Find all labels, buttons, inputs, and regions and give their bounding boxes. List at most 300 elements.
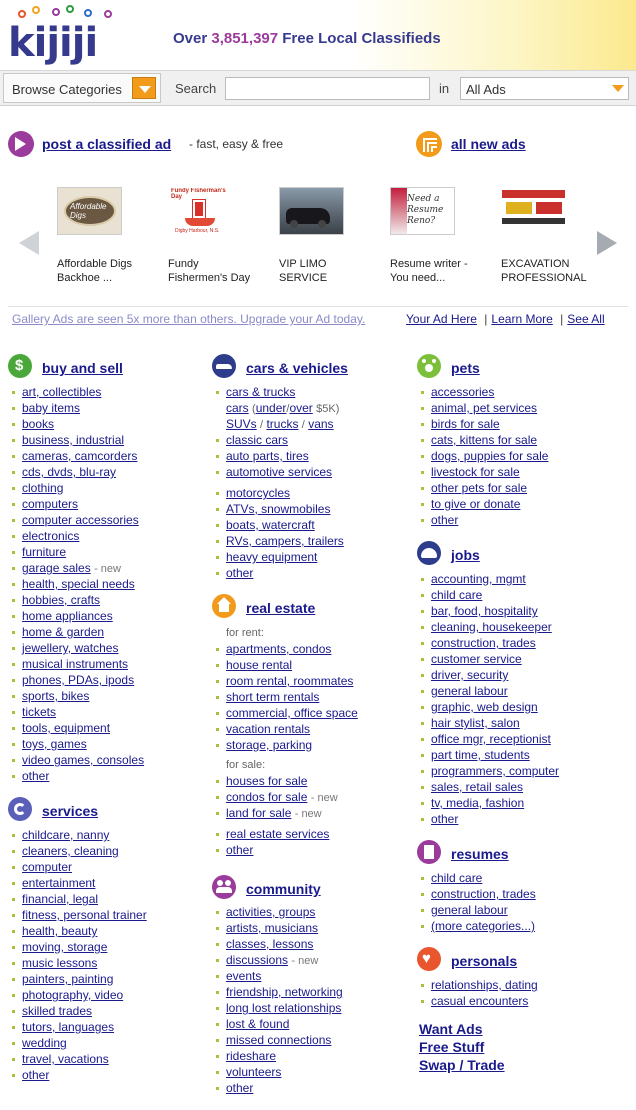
category-link[interactable]: apartments, condos xyxy=(226,642,332,656)
list-item xyxy=(8,560,144,576)
category-link[interactable]: cats, kittens for sale xyxy=(431,433,538,447)
category-link[interactable]: other xyxy=(226,843,254,857)
category-link[interactable]: part time, students xyxy=(431,748,530,762)
list-item xyxy=(8,624,144,640)
category-link[interactable]: art, collectibles xyxy=(22,385,102,399)
section-title-personals[interactable]: personals xyxy=(451,953,518,969)
category-link[interactable]: rideshare xyxy=(226,1049,277,1063)
list-item xyxy=(417,384,548,400)
list-item xyxy=(417,635,559,651)
list-item xyxy=(8,1003,147,1019)
category-link[interactable]: moving, storage xyxy=(22,940,108,954)
list-item xyxy=(417,400,548,416)
section-title-jobs[interactable]: jobs xyxy=(451,547,480,563)
list-item xyxy=(417,496,548,512)
list-item xyxy=(212,533,344,549)
list-item xyxy=(417,432,548,448)
category-link[interactable]: computers xyxy=(22,497,79,511)
category-link[interactable]: volunteers xyxy=(226,1065,282,1079)
category-link[interactable]: commercial, office space xyxy=(226,706,358,720)
list-item xyxy=(8,416,144,432)
list-item xyxy=(8,672,144,688)
category-link[interactable]: house rental xyxy=(226,658,293,672)
paw-icon[interactable] xyxy=(417,354,441,378)
search-bar xyxy=(0,70,636,106)
list-item xyxy=(212,805,358,821)
list-item xyxy=(417,886,536,902)
community-list xyxy=(212,904,343,1096)
list-item xyxy=(212,1048,343,1064)
category-link[interactable]: construction, trades xyxy=(431,636,536,650)
list-item xyxy=(8,859,147,875)
browse-categories-label: Browse Categories xyxy=(12,82,122,97)
category-link[interactable]: cds, dvds, blu-ray xyxy=(22,465,117,479)
category-link[interactable]: cleaners, cleaning xyxy=(22,844,119,858)
list-item xyxy=(417,918,536,934)
category-link[interactable]: music lessons xyxy=(22,956,98,970)
list-item xyxy=(8,843,147,859)
list-item xyxy=(8,907,147,923)
list-item xyxy=(8,955,147,971)
list-item xyxy=(8,608,144,624)
list-item xyxy=(8,400,144,416)
category-link[interactable]: skilled trades xyxy=(22,1004,93,1018)
category-link[interactable]: computer accessories xyxy=(22,513,139,527)
heart-icon[interactable]: ♥ xyxy=(417,947,441,971)
list-item xyxy=(212,464,344,480)
want-ads-link[interactable]: Want Ads xyxy=(419,1021,483,1037)
gallery-prev-arrow-icon[interactable] xyxy=(19,231,39,255)
new-note: - new xyxy=(294,808,322,820)
category-link[interactable]: houses for sale xyxy=(226,774,308,788)
category-link[interactable]: travel, vacations xyxy=(22,1052,109,1066)
list-item xyxy=(8,971,147,987)
section-jobs xyxy=(417,541,559,827)
category-link[interactable]: livestock for sale xyxy=(431,465,520,479)
category-link[interactable]: cleaning, housekeeper xyxy=(431,620,552,634)
list-item xyxy=(212,641,358,657)
search-input[interactable] xyxy=(225,77,430,100)
list-item xyxy=(212,549,344,565)
section-title-resumes[interactable]: resumes xyxy=(451,846,509,862)
category-link[interactable]: wedding xyxy=(22,1036,67,1050)
category-link[interactable]: casual encounters xyxy=(431,994,529,1008)
list-item xyxy=(212,673,358,689)
category-link[interactable]: clothing xyxy=(22,481,64,495)
list-item xyxy=(212,721,358,737)
section-pets xyxy=(417,354,548,528)
category-link[interactable]: motorcycles xyxy=(226,486,291,500)
category-link[interactable]: other pets for sale xyxy=(431,481,528,495)
category-link[interactable]: ATVs, snowmobiles xyxy=(226,502,331,516)
list-item xyxy=(417,587,559,603)
category-link[interactable]: lost & found xyxy=(226,1017,290,1031)
list-item xyxy=(417,763,559,779)
list-item xyxy=(212,968,343,984)
list-item xyxy=(8,752,144,768)
personals-list xyxy=(417,977,538,1009)
house-icon[interactable] xyxy=(212,594,236,618)
category-link[interactable]: business, industrial xyxy=(22,433,125,447)
list-item xyxy=(8,827,147,843)
category-link[interactable]: office mgr, receptionist xyxy=(431,732,551,746)
category-link[interactable]: phones, PDAs, ipods xyxy=(22,673,135,687)
new-note: - new xyxy=(94,563,121,575)
gallery-thumbnail[interactable]: Affordable Digs xyxy=(57,187,122,235)
gallery-thumbnail[interactable]: Need a Resume Reno? xyxy=(390,187,455,235)
list-item xyxy=(417,603,559,619)
list-item xyxy=(8,875,147,891)
list-item xyxy=(417,902,536,918)
list-item xyxy=(212,737,358,753)
category-link[interactable]: construction, trades xyxy=(431,887,536,901)
section-resumes xyxy=(417,840,536,934)
dollar-icon[interactable]: $ xyxy=(8,354,32,378)
list-item xyxy=(417,870,536,886)
category-link[interactable]: long lost relationships xyxy=(226,1001,342,1015)
category-link[interactable]: birds for sale xyxy=(431,417,500,431)
all-new-ads-link[interactable]: all new ads xyxy=(451,136,526,152)
category-link[interactable]: friendship, networking xyxy=(226,985,343,999)
list-item xyxy=(417,512,548,528)
list-item xyxy=(8,528,144,544)
list-item xyxy=(8,496,144,512)
gallery-thumbnail[interactable] xyxy=(501,187,566,235)
browse-categories-dropdown[interactable] xyxy=(3,73,161,103)
category-link[interactable]: to give or donate xyxy=(431,497,521,511)
services-icon[interactable] xyxy=(8,797,32,821)
new-note: - new xyxy=(310,792,338,804)
sale-list xyxy=(212,773,358,821)
in-label: in xyxy=(439,81,450,96)
list-item-cars-sub: cars (under/over $5K) xyxy=(226,401,340,415)
category-link[interactable]: auto parts, tires xyxy=(226,449,309,463)
list-item xyxy=(417,977,538,993)
list-item xyxy=(417,651,559,667)
list-item xyxy=(8,384,144,400)
category-link[interactable]: RVs, campers, trailers xyxy=(226,534,344,548)
category-link[interactable]: musical instruments xyxy=(22,657,129,671)
list-item xyxy=(8,464,144,480)
category-link[interactable]: driver, security xyxy=(431,668,509,682)
list-item xyxy=(212,705,358,721)
jobs-list xyxy=(417,571,559,827)
community-icon[interactable] xyxy=(212,875,236,899)
for-sale-label: for sale: xyxy=(226,759,266,771)
list-item xyxy=(8,720,144,736)
list-item xyxy=(8,987,147,1003)
category-link[interactable]: short term rentals xyxy=(226,690,320,704)
category-link[interactable]: health, beauty xyxy=(22,924,98,938)
category-link[interactable]: customer service xyxy=(431,652,522,666)
list-item xyxy=(417,715,559,731)
category-link[interactable]: land for sale xyxy=(226,806,292,820)
category-link[interactable]: other xyxy=(226,1081,254,1095)
category-link[interactable]: toys, games xyxy=(22,737,87,751)
list-item xyxy=(212,1000,343,1016)
list-item xyxy=(212,1032,343,1048)
free-stuff-link[interactable]: Free Stuff xyxy=(419,1039,485,1055)
list-item xyxy=(417,699,559,715)
gallery-links: Your Ad Here | Learn More | See All xyxy=(406,312,605,326)
cars-list-b xyxy=(212,485,344,581)
gallery-item[interactable]: Need a Resume Reno? Resume writer - You need... xyxy=(390,187,490,285)
category-link[interactable]: general labour xyxy=(431,903,508,917)
category-link[interactable]: missed connections xyxy=(226,1033,332,1047)
category-link[interactable]: painters, painting xyxy=(22,972,114,986)
list-item xyxy=(212,826,358,842)
category-link[interactable]: events xyxy=(226,969,262,983)
category-link[interactable]: home & garden xyxy=(22,625,105,639)
resumes-list xyxy=(417,870,536,934)
category-link[interactable]: sales, retail sales xyxy=(431,780,524,794)
category-link[interactable]: hair stylist, salon xyxy=(431,716,520,730)
category-link[interactable]: jewellery, watches xyxy=(22,641,119,655)
category-link[interactable]: activities, groups xyxy=(226,905,316,919)
section-cars-and-vehicles xyxy=(212,354,348,581)
category-link[interactable]: entertainment xyxy=(22,876,96,890)
see-all-link[interactable]: See All xyxy=(567,312,605,326)
list-item xyxy=(8,891,147,907)
category-link[interactable]: automotive services xyxy=(226,465,333,479)
list-item-suv-sub: SUVs / trucks / vans xyxy=(226,417,334,431)
gallery-item[interactable]: VIP LIMO SERVICE xyxy=(279,187,379,285)
category-link[interactable]: accessories xyxy=(431,385,495,399)
logo-wordmark: kijiji xyxy=(8,20,98,66)
category-link[interactable]: computer xyxy=(22,860,73,874)
list-item xyxy=(212,1064,343,1080)
category-link[interactable]: animal, pet services xyxy=(431,401,538,415)
category-link[interactable]: bar, food, hospitality xyxy=(431,604,538,618)
list-item xyxy=(212,904,343,920)
document-icon[interactable] xyxy=(417,840,441,864)
list-item xyxy=(212,984,343,1000)
list-item xyxy=(212,1016,343,1032)
list-item xyxy=(417,811,559,827)
category-link[interactable]: hobbies, crafts xyxy=(22,593,101,607)
new-note: - new xyxy=(291,955,319,967)
category-link[interactable]: garage sales xyxy=(22,561,91,575)
list-item xyxy=(417,795,559,811)
list-item: cars & trucks xyxy=(212,384,344,400)
category-link[interactable]: video games, consoles xyxy=(22,753,145,767)
category-link[interactable]: dogs, puppies for sale xyxy=(431,449,549,463)
list-item xyxy=(417,993,538,1009)
section-title-cars-vehicles[interactable]: cars & vehicles xyxy=(246,360,348,376)
extra-links xyxy=(419,1020,505,1074)
list-item xyxy=(417,571,559,587)
rent-list xyxy=(212,641,358,753)
category-link[interactable]: room rental, roommates xyxy=(226,674,354,688)
list-item xyxy=(212,565,344,581)
new-ads-icon[interactable] xyxy=(416,131,442,157)
section-title-community[interactable]: community xyxy=(246,881,321,897)
category-link[interactable]: heavy equipment xyxy=(226,550,318,564)
category-link[interactable]: electronics xyxy=(22,529,80,543)
category-link[interactable]: accounting, mgmt xyxy=(431,572,526,586)
list-item xyxy=(212,501,344,517)
search-label: Search xyxy=(175,81,217,96)
category-link[interactable]: tutors, languages xyxy=(22,1020,115,1034)
list-item xyxy=(417,683,559,699)
list-item xyxy=(8,544,144,560)
list-item xyxy=(417,464,548,480)
category-link[interactable]: home appliances xyxy=(22,609,113,623)
category-link[interactable]: child care xyxy=(431,588,483,602)
list-item xyxy=(8,1067,147,1083)
real-estate-other-list xyxy=(212,826,358,858)
list-item xyxy=(417,416,548,432)
learn-more-link[interactable]: Learn More xyxy=(491,312,553,326)
gallery-item[interactable]: Affordable Digs Affordable Digs Backhoe ... xyxy=(57,187,157,285)
category-link[interactable]: artists, musicians xyxy=(226,921,319,935)
hard-hat-icon[interactable] xyxy=(417,541,441,565)
category-link[interactable]: sports, bikes xyxy=(22,689,90,703)
gallery-upgrade-link[interactable]: Gallery Ads are seen 5x more than others. Upgrade your Ad today. xyxy=(12,312,366,326)
post-ad-subtext: - fast, easy & free xyxy=(189,137,284,151)
category-link[interactable]: programmers, computer xyxy=(431,764,560,778)
section-services xyxy=(8,797,147,1083)
category-link[interactable]: (more categories...) xyxy=(431,919,536,933)
category-link[interactable]: discussions xyxy=(226,953,289,967)
list-item xyxy=(8,656,144,672)
category-link[interactable]: tools, equipment xyxy=(22,721,111,735)
section-title-services[interactable]: services xyxy=(42,803,99,819)
category-link[interactable]: childcare, nanny xyxy=(22,828,110,842)
section-buy-and-sell xyxy=(8,354,144,784)
list-item xyxy=(212,920,343,936)
list-item xyxy=(417,747,559,763)
chevron-down-icon[interactable] xyxy=(132,77,156,99)
header xyxy=(0,0,636,70)
category-link[interactable]: condos for sale xyxy=(226,790,308,804)
car-icon[interactable] xyxy=(212,354,236,378)
list-item xyxy=(8,432,144,448)
for-rent-label: for rent: xyxy=(226,627,264,639)
tagline: Over 3,851,397 Free Local Classifieds xyxy=(173,30,441,47)
category-link[interactable]: baby items xyxy=(22,401,81,415)
category-link[interactable]: child care xyxy=(431,871,483,885)
section-real-estate xyxy=(212,594,358,858)
list-item xyxy=(8,480,144,496)
list-item xyxy=(417,731,559,747)
cars-vehicles-list xyxy=(212,384,344,432)
list-item xyxy=(212,773,358,789)
category-link[interactable]: tv, media, fashion xyxy=(431,796,525,810)
category-link[interactable]: financial, legal xyxy=(22,892,99,906)
gallery-item[interactable]: Fundy Fisherman's Day Digby Harbour, N.S. Fundy Fishermen's Day xyxy=(168,188,251,284)
list-item xyxy=(212,517,344,533)
category-link[interactable]: general labour xyxy=(431,684,508,698)
buy-and-sell-list xyxy=(8,384,144,784)
chevron-down-icon xyxy=(612,85,624,92)
list-item xyxy=(8,688,144,704)
category-link[interactable]: tickets xyxy=(22,705,57,719)
list-item xyxy=(8,1051,147,1067)
section-title-real-estate[interactable]: real estate xyxy=(246,600,316,616)
category-link[interactable]: furniture xyxy=(22,545,67,559)
category-link[interactable]: photography, video xyxy=(22,988,124,1002)
category-link[interactable]: boats, watercraft xyxy=(226,518,315,532)
cars-list-a xyxy=(212,432,344,480)
your-ad-here-link[interactable]: Your Ad Here xyxy=(406,312,477,326)
category-link[interactable]: other xyxy=(431,812,459,826)
gallery-item[interactable]: EXCAVATION PROFESSIONAL xyxy=(501,187,601,285)
arrow-right-icon[interactable] xyxy=(8,131,34,157)
services-list xyxy=(8,827,147,1083)
list-item xyxy=(417,619,559,635)
ad-scope-value: All Ads xyxy=(466,82,506,97)
list-item xyxy=(212,842,358,858)
list-item xyxy=(8,512,144,528)
ad-scope-select[interactable] xyxy=(460,77,629,100)
category-link[interactable]: books xyxy=(22,417,55,431)
list-item xyxy=(212,1080,343,1096)
list-item xyxy=(212,936,343,952)
list-item xyxy=(417,480,548,496)
category-link[interactable]: classic cars xyxy=(226,433,289,447)
category-link[interactable]: other xyxy=(22,1068,50,1082)
kijiji-logo[interactable] xyxy=(8,8,133,64)
divider xyxy=(8,306,628,307)
list-item xyxy=(8,704,144,720)
list-item xyxy=(212,789,358,805)
list-item xyxy=(8,1019,147,1035)
category-link[interactable]: health, special needs xyxy=(22,577,135,591)
section-title-buy-and-sell[interactable]: buy and sell xyxy=(42,360,123,376)
list-item xyxy=(417,667,559,683)
list-item xyxy=(417,779,559,795)
list-item xyxy=(212,657,358,673)
category-link[interactable]: vacation rentals xyxy=(226,722,311,736)
category-link[interactable]: graphic, web design xyxy=(431,700,538,714)
list-item xyxy=(8,592,144,608)
list-item xyxy=(212,689,358,705)
category-link[interactable]: storage, parking xyxy=(226,738,313,752)
list-item xyxy=(212,485,344,501)
gallery-thumbnail[interactable]: Fundy Fisherman's Day Digby Harbour, N.S. xyxy=(168,187,233,235)
category-link[interactable]: other xyxy=(226,566,254,580)
section-community xyxy=(212,875,343,1096)
category-link[interactable]: cameras, camcorders xyxy=(22,449,138,463)
list-item xyxy=(8,576,144,592)
list-item xyxy=(8,448,144,464)
category-link[interactable]: other xyxy=(22,769,50,783)
post-ad-link[interactable]: post a classified ad xyxy=(42,136,172,152)
list-item xyxy=(212,448,344,464)
section-title-pets[interactable]: pets xyxy=(451,360,480,376)
list-item xyxy=(212,432,344,448)
category-link[interactable]: relationships, dating xyxy=(431,978,538,992)
section-personals xyxy=(417,947,538,1009)
listing-count: 3,851,397 xyxy=(211,30,279,47)
list-item xyxy=(8,736,144,752)
swap-trade-link[interactable]: Swap / Trade xyxy=(419,1057,505,1073)
gallery-thumbnail[interactable] xyxy=(279,187,344,235)
category-link[interactable]: fitness, personal trainer xyxy=(22,908,147,922)
category-link[interactable]: real estate services xyxy=(226,827,330,841)
list-item xyxy=(8,1035,147,1051)
list-item xyxy=(8,939,147,955)
category-link[interactable]: other xyxy=(431,513,459,527)
pets-list xyxy=(417,384,548,528)
list-item xyxy=(8,923,147,939)
category-link[interactable]: classes, lessons xyxy=(226,937,314,951)
list-item xyxy=(417,448,548,464)
list-item xyxy=(212,952,343,968)
list-item xyxy=(8,768,144,784)
list-item xyxy=(8,640,144,656)
